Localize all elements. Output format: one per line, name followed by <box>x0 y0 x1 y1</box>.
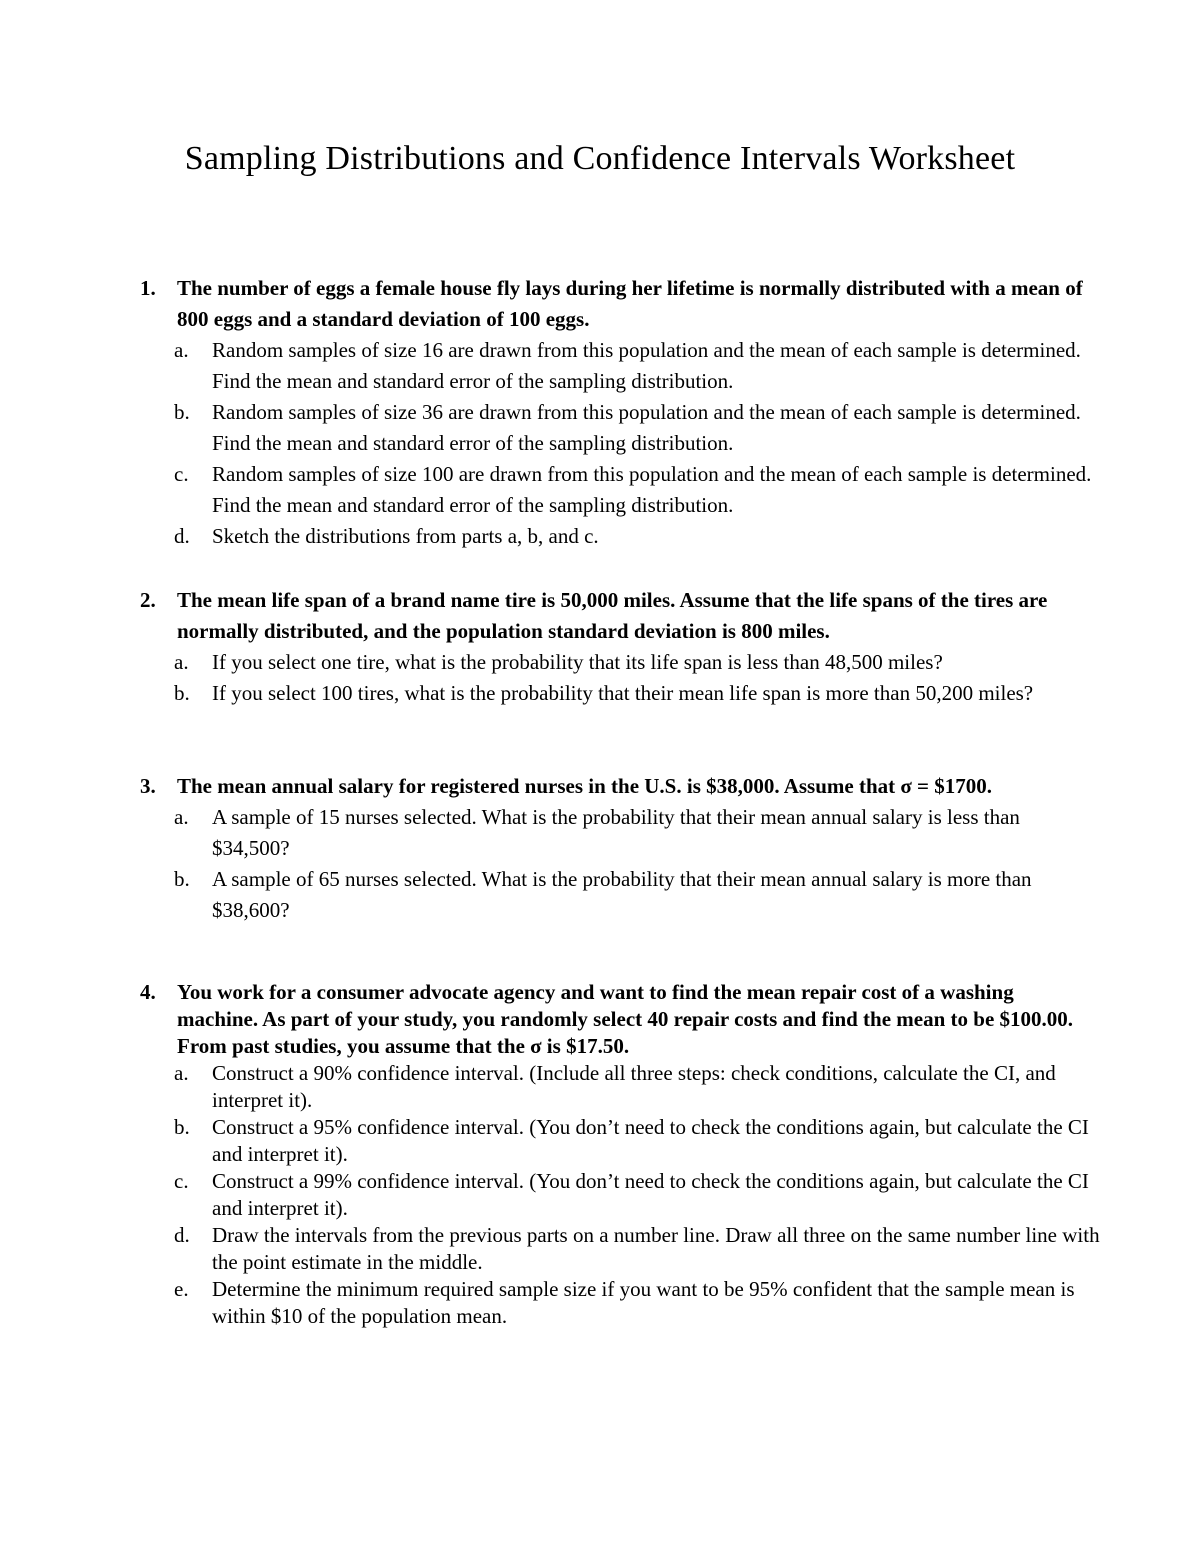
part-letter: c. <box>174 462 189 486</box>
question-text: The mean life span of a brand name tire is 50,000 miles. Assume that the life spans of the tires are normally distributed, and the population standard deviation is 800 miles. <box>177 588 1048 643</box>
part-text: A sample of 65 nurses selected. What is the probability that their mean annual salary is more than $38,600? <box>212 867 1032 922</box>
question-4-part-e <box>140 1276 1100 1330</box>
question-3-part-b <box>140 864 1100 926</box>
part-letter: d. <box>174 524 190 548</box>
question-4-prompt <box>140 979 1100 1060</box>
question-1-part-d <box>140 521 1100 552</box>
question-text: The number of eggs a female house fly lays during her lifetime is normally distributed with a mean of 800 eggs and a standard deviation of 100 eggs. <box>177 276 1083 331</box>
question-1-part-a <box>140 335 1100 397</box>
question-1-part-b <box>140 397 1100 459</box>
question-text: The mean annual salary for registered nurses in the U.S. is $38,000. Assume that σ = $1700. <box>177 774 993 798</box>
part-letter: a. <box>174 805 189 829</box>
question-3 <box>140 771 1100 926</box>
part-letter: c. <box>174 1169 189 1193</box>
question-number: 2. <box>140 588 156 612</box>
part-letter: a. <box>174 338 189 362</box>
part-text: Random samples of size 16 are drawn from this population and the mean of each sample is determined. Find the mean and standard error of the sampling distribution. <box>212 338 1081 393</box>
part-text: Draw the intervals from the previous parts on a number line. Draw all three on the same number line with the point estimate in the middle. <box>212 1223 1100 1274</box>
part-text: If you select one tire, what is the probability that its life span is less than 48,500 miles? <box>212 650 943 674</box>
page-title: Sampling Distributions and Confidence Intervals Worksheet <box>184 140 1016 177</box>
question-4-part-a <box>140 1060 1100 1114</box>
question-2-part-b <box>140 678 1100 709</box>
part-text: A sample of 15 nurses selected. What is the probability that their mean annual salary is less than $34,500? <box>212 805 1020 860</box>
part-text: Determine the minimum required sample size if you want to be 95% confident that the sample mean is within $10 of the population mean. <box>212 1277 1075 1328</box>
question-number: 3. <box>140 774 156 798</box>
part-text: If you select 100 tires, what is the probability that their mean life span is more than 50,200 miles? <box>212 681 1034 705</box>
part-letter: b. <box>174 681 190 705</box>
question-2-prompt <box>140 585 1100 647</box>
part-letter: b. <box>174 400 190 424</box>
part-text: Construct a 90% confidence interval. (Include all three steps: check conditions, calculate the CI, and interpret it). <box>212 1061 1056 1112</box>
part-text: Random samples of size 36 are drawn from this population and the mean of each sample is determined. Find the mean and standard error of the sampling distribution. <box>212 400 1081 455</box>
part-text: Construct a 95% confidence interval. (You don’t need to check the conditions again, but calculate the CI and interpret it). <box>212 1115 1089 1166</box>
question-number: 1. <box>140 276 156 300</box>
part-text: Sketch the distributions from parts a, b, and c. <box>212 524 599 548</box>
question-2 <box>140 585 1100 709</box>
part-text: Random samples of size 100 are drawn from this population and the mean of each sample is determined. Find the mean and standard error of the sampling distribution. <box>212 462 1092 517</box>
part-text: Construct a 99% confidence interval. (You don’t need to check the conditions again, but calculate the CI and interpret it). <box>212 1169 1089 1220</box>
question-1-prompt <box>140 273 1100 335</box>
question-1-part-c <box>140 459 1100 521</box>
question-4-part-c <box>140 1168 1100 1222</box>
question-text: You work for a consumer advocate agency and want to find the mean repair cost of a washing machine. As part of your study, you randomly select 40 repair costs and find the mean to be $100.00. From past studies, you assume that the σ is $17.50. <box>177 980 1074 1058</box>
question-4-part-b <box>140 1114 1100 1168</box>
question-4-part-d <box>140 1222 1100 1276</box>
part-letter: a. <box>174 650 189 674</box>
question-4 <box>140 979 1100 1330</box>
part-letter: d. <box>174 1223 190 1247</box>
question-3-part-a <box>140 802 1100 864</box>
part-letter: b. <box>174 1115 190 1139</box>
part-letter: a. <box>174 1061 189 1085</box>
question-3-prompt <box>140 771 1100 802</box>
part-letter: e. <box>174 1277 189 1301</box>
question-1 <box>140 273 1100 552</box>
question-2-part-a <box>140 647 1100 678</box>
question-number: 4. <box>140 980 156 1004</box>
part-letter: b. <box>174 867 190 891</box>
